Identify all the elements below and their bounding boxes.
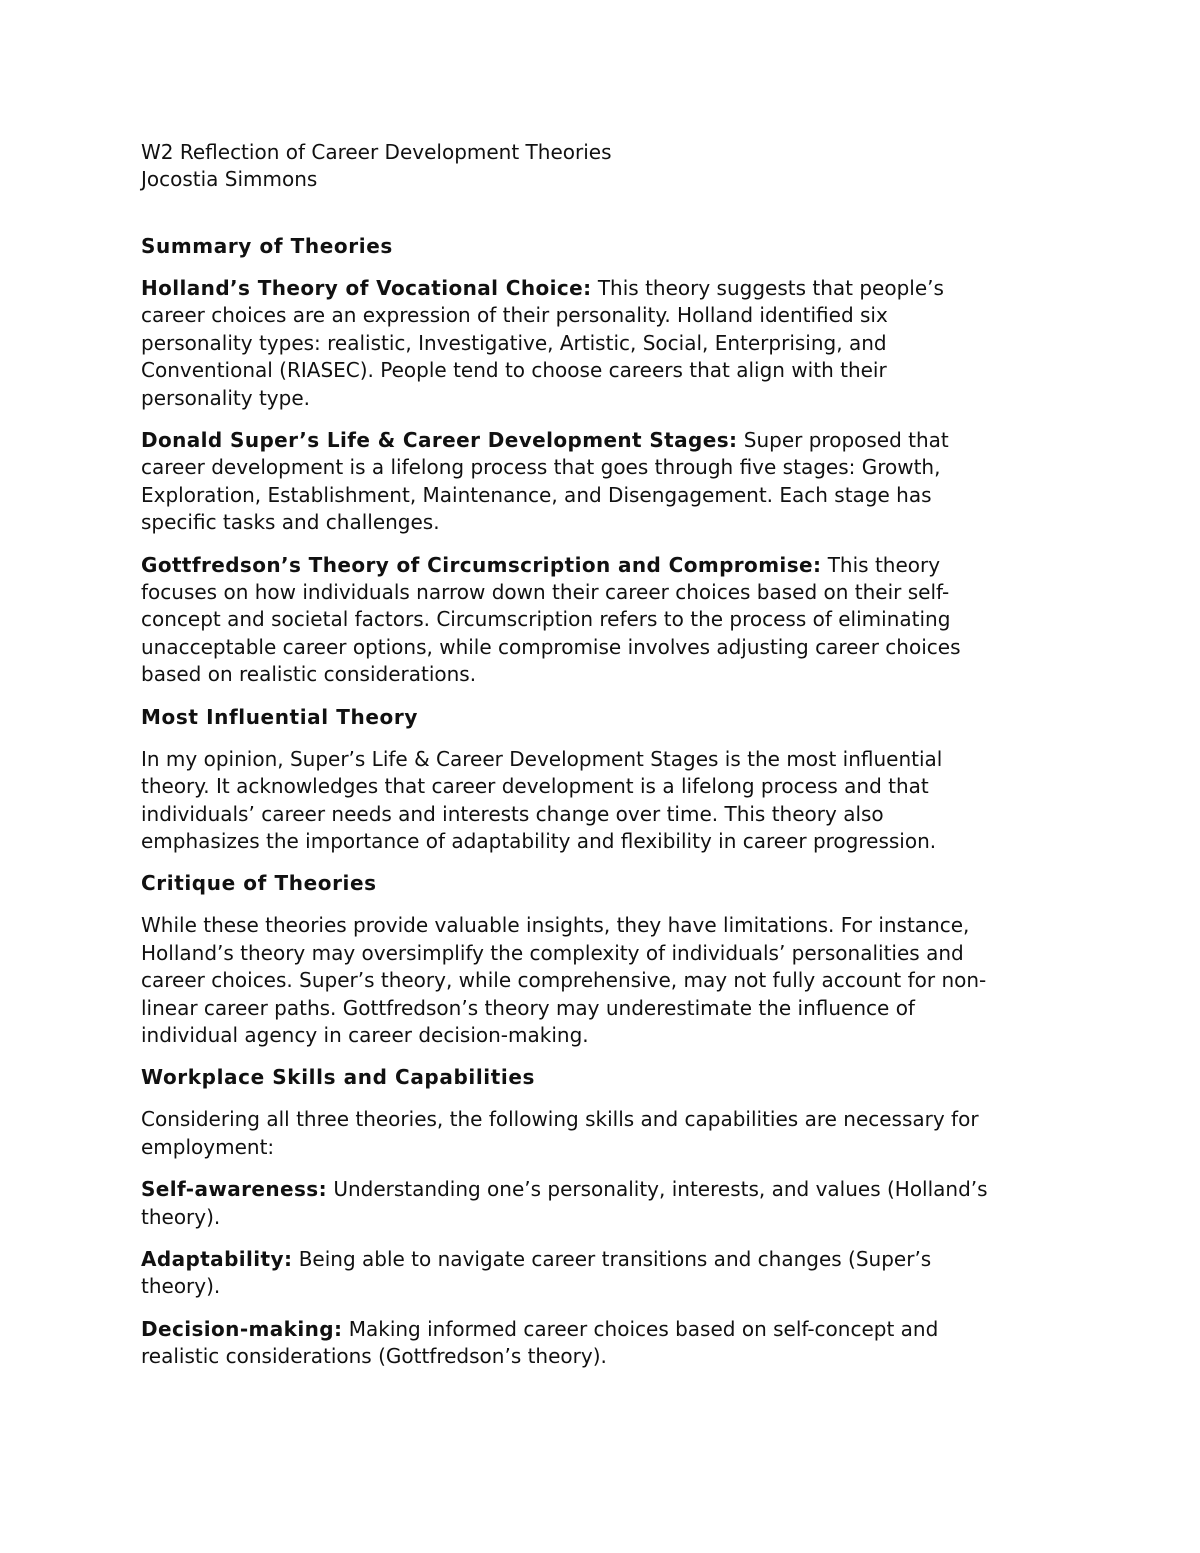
text-holland-2: career choices are an expression of their personality. Holland identified six <box>141 303 888 328</box>
heading-influential: Most Influential Theory <box>141 704 418 729</box>
document-body <box>141 139 1061 1371</box>
text-critique-3: career choices. Super’s theory, while comprehensive, may not fully account for non- <box>141 968 987 993</box>
text-influential-4: emphasizes the importance of adaptability and flexibility in career progression. <box>141 828 937 853</box>
text-super-1: Super proposed that <box>737 428 949 453</box>
text-skills-intro-1: Considering all three theories, the following skills and capabilities are necessary for <box>141 1107 979 1132</box>
text-holland-4: Conventional (RIASEC). People tend to choose careers that align with their <box>141 358 887 383</box>
paragraph-super <box>141 427 1061 537</box>
paragraph-gottfredson <box>141 552 1061 689</box>
heading-summary: Summary of Theories <box>141 234 393 258</box>
text-holland-3: personality types: realistic, Investigative, Artistic, Social, Enterprising, and <box>141 330 887 355</box>
skill-text: theory). <box>141 1204 221 1229</box>
text-super-2: career development is a lifelong process that goes through five stages: Growth, <box>141 455 941 480</box>
text-gottfredson-2: focuses on how individuals narrow down their career choices based on their self- <box>141 580 950 605</box>
paragraph-holland <box>141 275 1061 412</box>
text-critique-1: While these theories provide valuable insights, they have limitations. For instance, <box>141 913 970 938</box>
skill-text: Being able to navigate career transitions and changes (Super’s <box>292 1246 932 1271</box>
text-gottfredson-1: This theory <box>821 552 941 577</box>
text-critique-5: individual agency in career decision-making. <box>141 1022 589 1047</box>
skill-label: Self-awareness: <box>141 1177 327 1202</box>
heading-skills: Workplace Skills and Capabilities <box>141 1065 536 1090</box>
label-holland: Holland’s Theory of Vocational Choice: <box>141 276 592 300</box>
paragraph-critique <box>141 912 1061 1049</box>
skill-text: theory). <box>141 1274 221 1299</box>
label-gottfredson: Gottfredson’s Theory of Circumscription and Compromise: <box>141 552 822 577</box>
skill-text: Understanding one’s personality, interests, and values (Holland’s <box>326 1177 988 1202</box>
text-holland-1: This theory suggests that people’s <box>591 276 944 300</box>
label-super: Donald Super’s Life & Career Development Stages: <box>141 428 738 453</box>
text-influential-2: theory. It acknowledges that career development is a lifelong process and that <box>141 774 929 799</box>
document-title: W2 Reflection of Career Development Theories <box>141 140 612 164</box>
text-gottfredson-5: based on realistic considerations. <box>141 662 477 687</box>
text-super-4: specific tasks and challenges. <box>141 510 440 535</box>
text-critique-4: linear career paths. Gottfredson’s theory may underestimate the influence of <box>141 995 915 1020</box>
skill-item-decision-making <box>141 1316 1061 1371</box>
text-holland-5: personality type. <box>141 385 310 410</box>
skill-item-adaptability <box>141 1246 1061 1301</box>
skill-item-self-awareness <box>141 1176 1061 1231</box>
text-critique-2: Holland’s theory may oversimplify the complexity of individuals’ personalities and <box>141 940 964 965</box>
document-author: Jocostia Simmons <box>141 167 318 191</box>
text-gottfredson-3: concept and societal factors. Circumscription refers to the process of eliminating <box>141 607 951 632</box>
heading-critique: Critique of Theories <box>141 871 377 896</box>
skill-label: Decision-making: <box>141 1316 343 1341</box>
text-gottfredson-4: unacceptable career options, while compromise involves adjusting career choices <box>141 634 961 659</box>
document-header <box>141 139 1061 193</box>
text-skills-intro-2: employment: <box>141 1134 275 1159</box>
text-super-3: Exploration, Establishment, Maintenance, and Disengagement. Each stage has <box>141 482 932 507</box>
paragraph-influential <box>141 746 1061 856</box>
text-influential-3: individuals’ career needs and interests change over time. This theory also <box>141 801 884 826</box>
text-influential-1: In my opinion, Super’s Life & Career Development Stages is the most influential <box>141 746 943 771</box>
skill-text: realistic considerations (Gottfredson’s theory). <box>141 1344 607 1369</box>
skill-label: Adaptability: <box>141 1246 293 1271</box>
paragraph-skills-intro <box>141 1106 1061 1161</box>
skill-text: Making informed career choices based on self-concept and <box>342 1316 939 1341</box>
